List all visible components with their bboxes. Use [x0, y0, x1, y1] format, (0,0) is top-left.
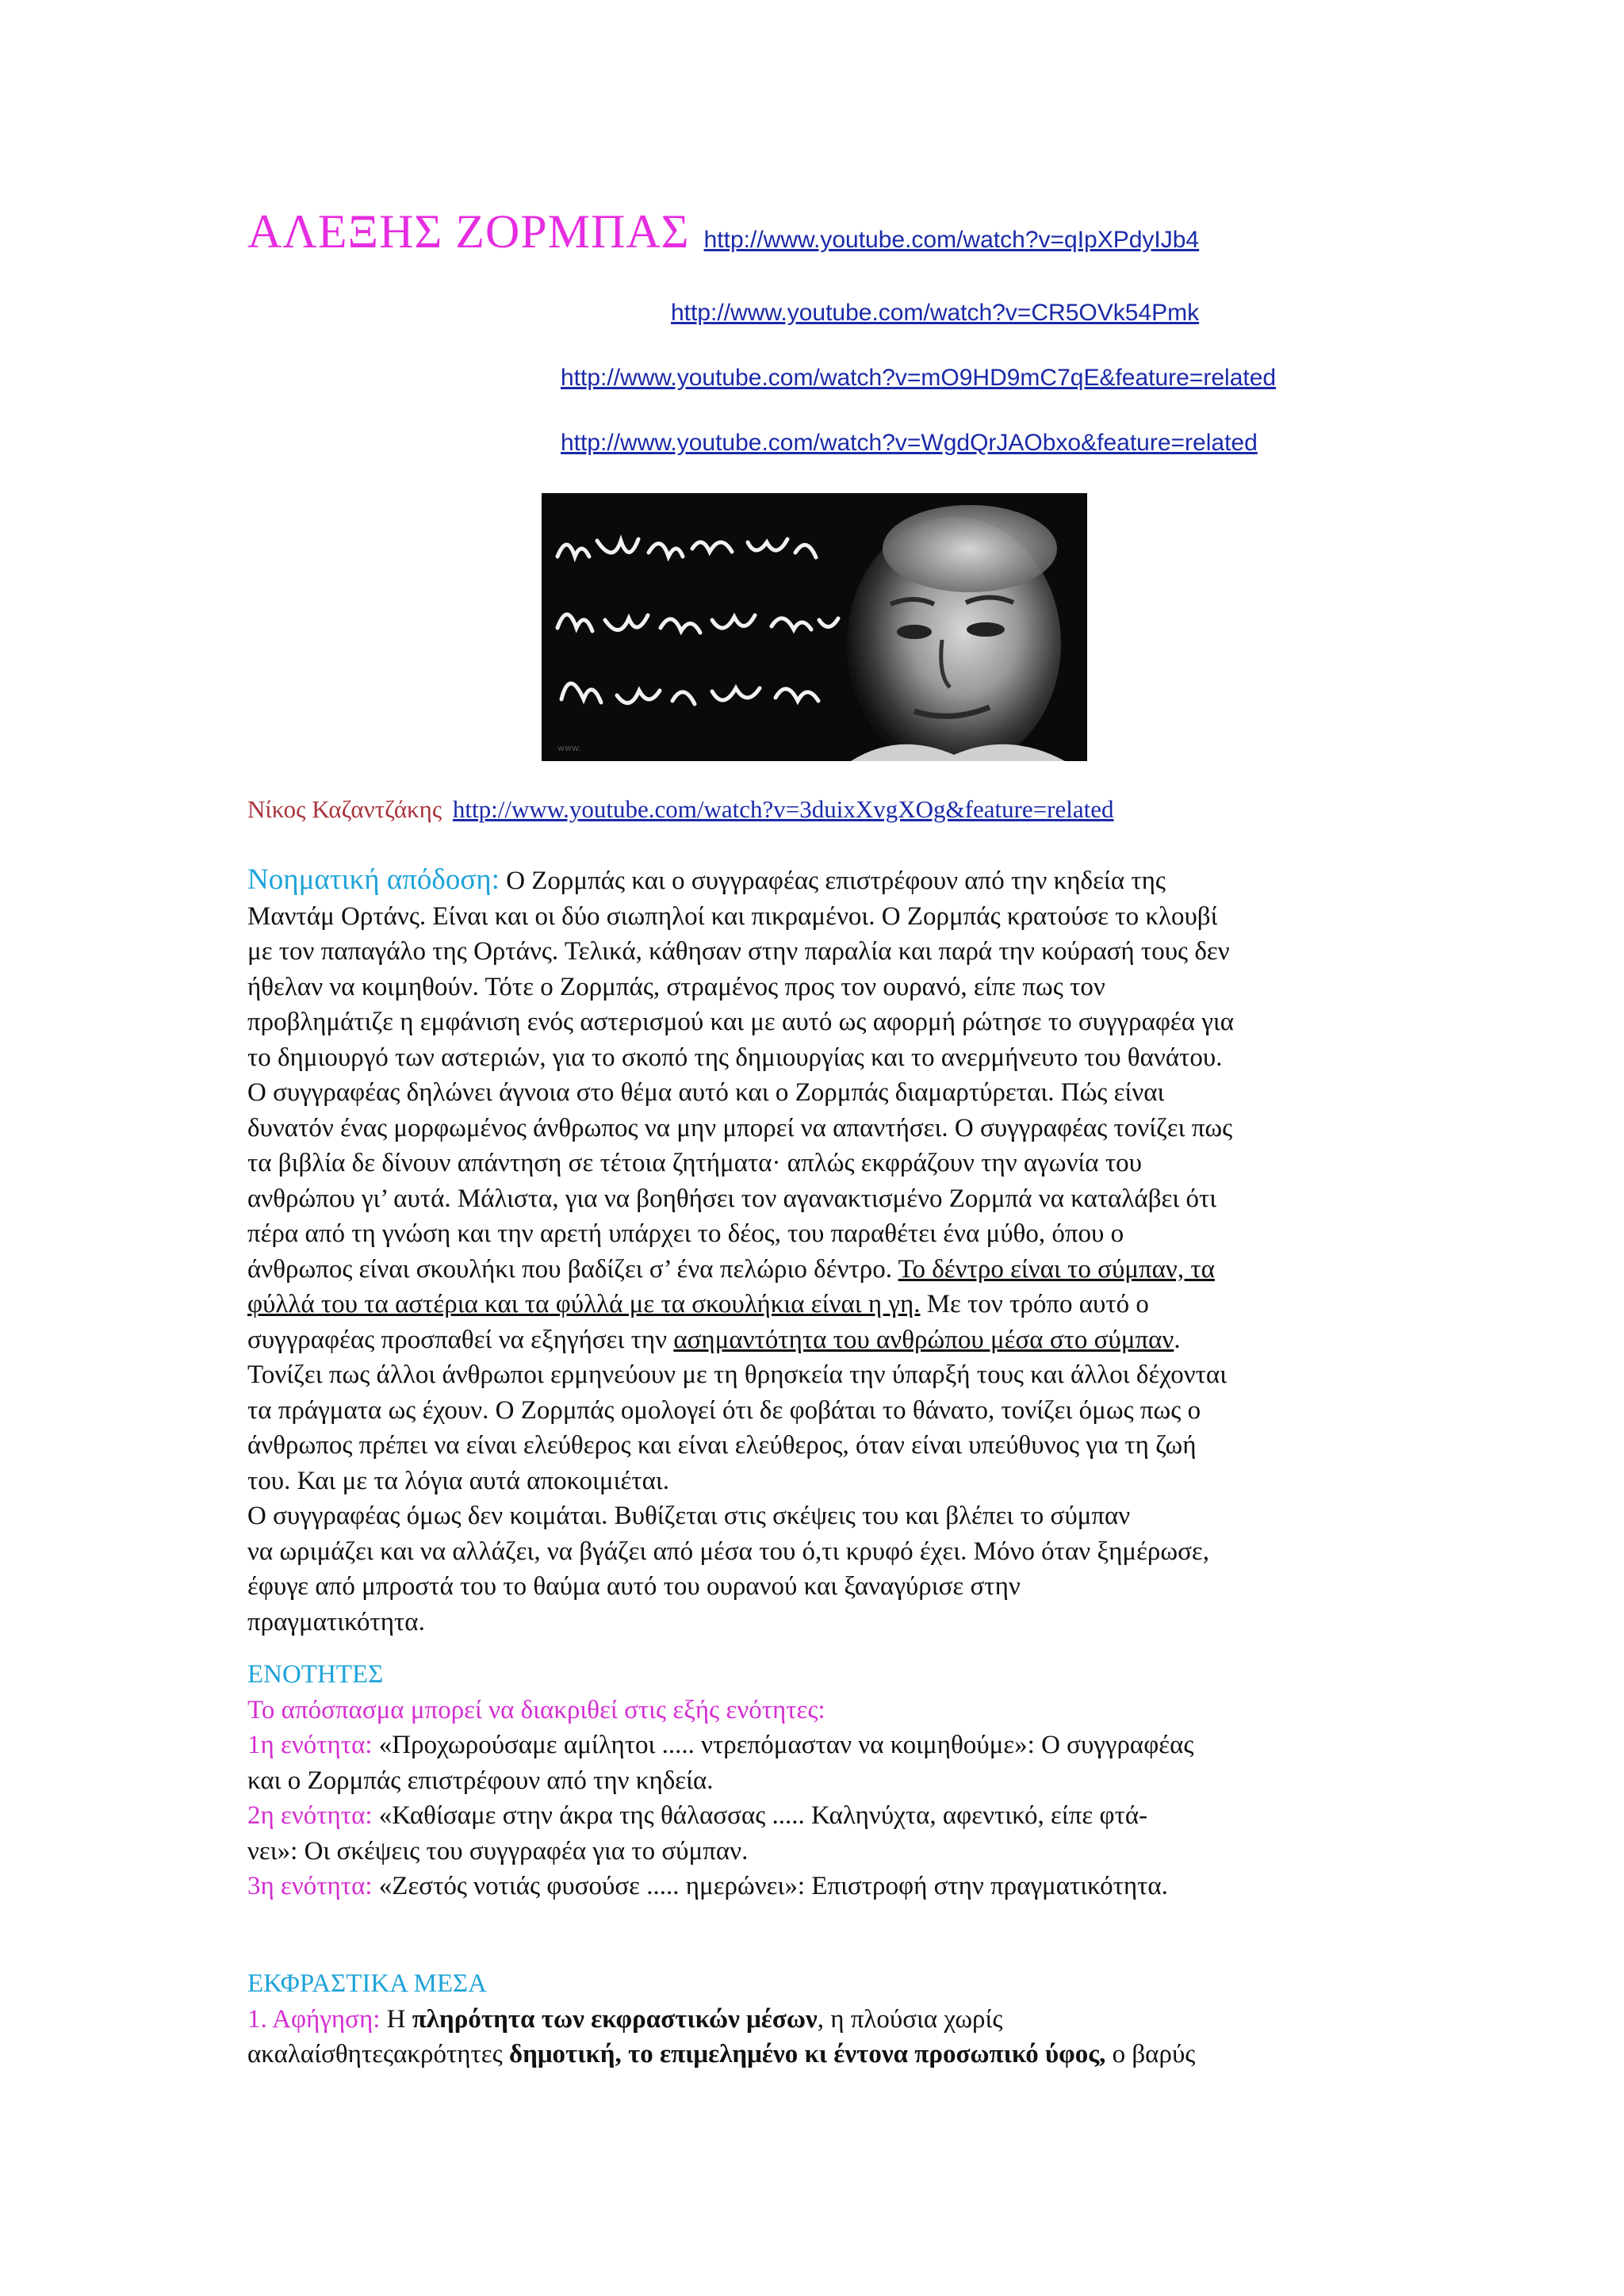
summary-text: άνθρωπος είναι σκουλήκι που βαδίζει σ’ ένα πελώριο δέντρο. [247, 1254, 898, 1284]
sections-intro: Το απόσπασμα μπορεί να διακριθεί στις εξής ενότητες: [247, 1695, 825, 1724]
expressive-line [247, 2037, 1195, 2072]
expressive-block [247, 1966, 1195, 2072]
section-1-continued: και ο Ζορμπάς επιστρέφουν από την κηδεία. [247, 1766, 714, 1795]
summary-line [247, 1252, 1234, 1288]
sections-block [247, 1657, 1194, 1904]
summary-line: τα πράγματα ως έχουν. Ο Ζορμπάς ομολογεί ότι δε φοβάται το θάνατο, τονίζει όμως πως ο [247, 1395, 1201, 1425]
youtube-link-2[interactable]: http://www.youtube.com/watch?v=CR5OVk54Pmk [671, 300, 1200, 326]
expressive-text: Η [380, 2004, 412, 2034]
summary-line: Τονίζει πως άλλοι άνθρωποι ερμηνεύουν με τη θρησκεία την ύπαρξή τους και άλλοι δέχονται [247, 1360, 1228, 1389]
summary-line: με τον παπαγάλο της Ορτάνς. Τελικά, κάθησαν στην παραλία και παρά την κούρασή τους δεν [247, 937, 1230, 966]
summary-line: πραγματικότητα. [247, 1607, 425, 1636]
summary-text: Με τον τρόπο αυτό ο [920, 1290, 1149, 1318]
summary-line: Μαντάμ Ορτάνς. Είναι και οι δύο σιωπηλοί και πικραμένοι. Ο Ζορμπάς κρατούσε το κλουβί [247, 901, 1218, 931]
section-3 [247, 1869, 1194, 1904]
summary-heading: Νοηματική απόδοση: [247, 863, 500, 896]
section-3-text: «Ζεστός νοτιάς φυσούσε ..... ημερώνει»: Επιστροφή στην πραγματικότητα. [372, 1872, 1168, 1900]
youtube-link-1[interactable]: http://www.youtube.com/watch?v=qIpXPdyIJb4 [703, 227, 1200, 253]
summary-line: το δημιουργό των αστεριών, για το σκοπό της δημιουργίας και το ανερμήνευτο του θανάτου. [247, 1043, 1223, 1072]
summary-line: προβλημάτιζε η εμφάνιση ενός αστερισμού και με αυτό ως αφορμή ρώτησε το συγγραφέα για [247, 1008, 1235, 1036]
summary-line: άνθρωπος πρέπει να είναι ελεύθερος και είναι ελεύθερος, όταν είναι υπεύθυνος για τη ζωή [247, 1431, 1197, 1460]
section-1-label: 1η ενότητα: [247, 1731, 373, 1759]
summary-line: να ωριμάζει και να αλλάζει, να βγάζει από μέσα του ό,τι κρυφό έχει. Μόνο όταν ξημέρωσε, [247, 1536, 1210, 1566]
summary-line: ανθρώπου γι’ αυτά. Μάλιστα, για να βοηθήσει τον αγανακτισμένο Ζορμπά να καταλάβει ότι [247, 1184, 1217, 1213]
summary-line: του. Και με τα λόγια αυτά αποκοιμιέται. [247, 1466, 669, 1495]
youtube-link-4[interactable]: http://www.youtube.com/watch?v=WgdQrJAObxo&feature=related [561, 430, 1258, 456]
underlined-text: ασημαντότητα του ανθρώπου μέσα στο σύμπαν [673, 1325, 1174, 1354]
page-title: ΑΛΕΞΗΣ ΖΟΡΜΠΑΣ [247, 205, 690, 258]
bold-text: δημοτική, το επιμελημένο κι έντονα προσωπικό ύφος, [508, 2040, 1106, 2068]
expressive-heading: ΕΚΦΡΑΣΤΙΚΑ ΜΕΣΑ [247, 1969, 488, 1998]
section-2-text: «Καθίσαμε στην άκρα της θάλασσας ..... Καληνύχτα, αφεντικό, είπε φτά- [372, 1801, 1148, 1830]
summary-line [247, 1322, 1234, 1358]
summary-line: έφυγε από μπροστά του το θαύμα αυτό του ουρανού και ξαναγύρισε στην [247, 1572, 1021, 1601]
section-2 [247, 1798, 1194, 1834]
section-2-label: 2η ενότητα: [247, 1801, 373, 1830]
expressive-text: ακαλαίσθητεςακρότητες [247, 2040, 509, 2068]
summary-section [247, 863, 1234, 1640]
summary-line: Ο συγγραφέας δηλώνει άγνοια στο θέμα αυτό και ο Ζορμπάς διαμαρτύρεται. Πώς είναι [247, 1078, 1165, 1107]
bold-text: πληρότητα των εκφραστικών μέσων [412, 2004, 818, 2034]
underlined-text: φύλλά του τα αστέρια και τα φύλλά με τα σκουλήκια είναι η γη. [247, 1290, 921, 1318]
narration-label: 1. Αφήγηση: [247, 2004, 381, 2034]
summary-line: πέρα από τη γνώση και την αρετή υπάρχει το δέος, του παραθέτει ένα μύθο, όπου ο [247, 1219, 1124, 1248]
expressive-line [247, 2002, 1195, 2038]
author-line [247, 795, 1114, 824]
section-3-label: 3η ενότητα: [247, 1872, 373, 1900]
summary-line [247, 1287, 1234, 1322]
underlined-text: Το δέντρο είναι το σύμπαν, τα [898, 1254, 1215, 1284]
sections-heading: ΕΝΟΤΗΤΕΣ [247, 1660, 384, 1689]
section-2-continued: νει»: Οι σκέψεις του συγγραφέα για το σύμπαν. [247, 1836, 749, 1866]
summary-line: Ο συγγραφέας όμως δεν κοιμάται. Βυθίζεται στις σκέψεις του και βλέπει το σύμπαν [247, 1502, 1131, 1530]
expressive-text: ο βαρύς [1105, 2040, 1196, 2068]
summary-line: δυνατόν ένας μορφωμένος άνθρωπος να μην μπορεί να απαντήσει. Ο συγγραφέας τονίζει πως [247, 1113, 1233, 1142]
summary-text: . [1174, 1325, 1181, 1354]
youtube-link-3[interactable]: http://www.youtube.com/watch?v=mO9HD9mC7qE&feature=related [561, 365, 1277, 391]
expressive-text: , η πλούσια χωρίς [817, 2004, 1003, 2034]
section-1 [247, 1728, 1194, 1763]
summary-text: συγγραφέας προσπαθεί να εξηγήσει την [247, 1325, 674, 1354]
title-line [247, 205, 1199, 259]
svg-text:www.: www. [557, 743, 581, 753]
author-name: Νίκος Καζαντζάκης [247, 795, 442, 823]
summary-line: ήθελαν να κοιμηθούν. Τότε ο Ζορμπάς, στραμένος προς τον ουρανό, είπε πως τον [247, 972, 1105, 1001]
author-video-link[interactable]: http://www.youtube.com/watch?v=3duixXvgXOg&feature=related [452, 795, 1114, 823]
summary-line: τα βιβλία δε δίνουν απάντηση σε τέτοια ζητήματα· απλώς εκφράζουν την αγωνία του [247, 1149, 1142, 1177]
summary-line: Ο Ζορμπάς και ο συγγραφέας επιστρέφουν από την κηδεία της [499, 867, 1166, 895]
section-1-text: «Προχωρούσαμε αμίλητοι ..... ντρεπόμασταν να κοιμηθούμε»: Ο συγγραφέας [372, 1731, 1194, 1759]
kazantzakis-photo [542, 493, 1087, 761]
